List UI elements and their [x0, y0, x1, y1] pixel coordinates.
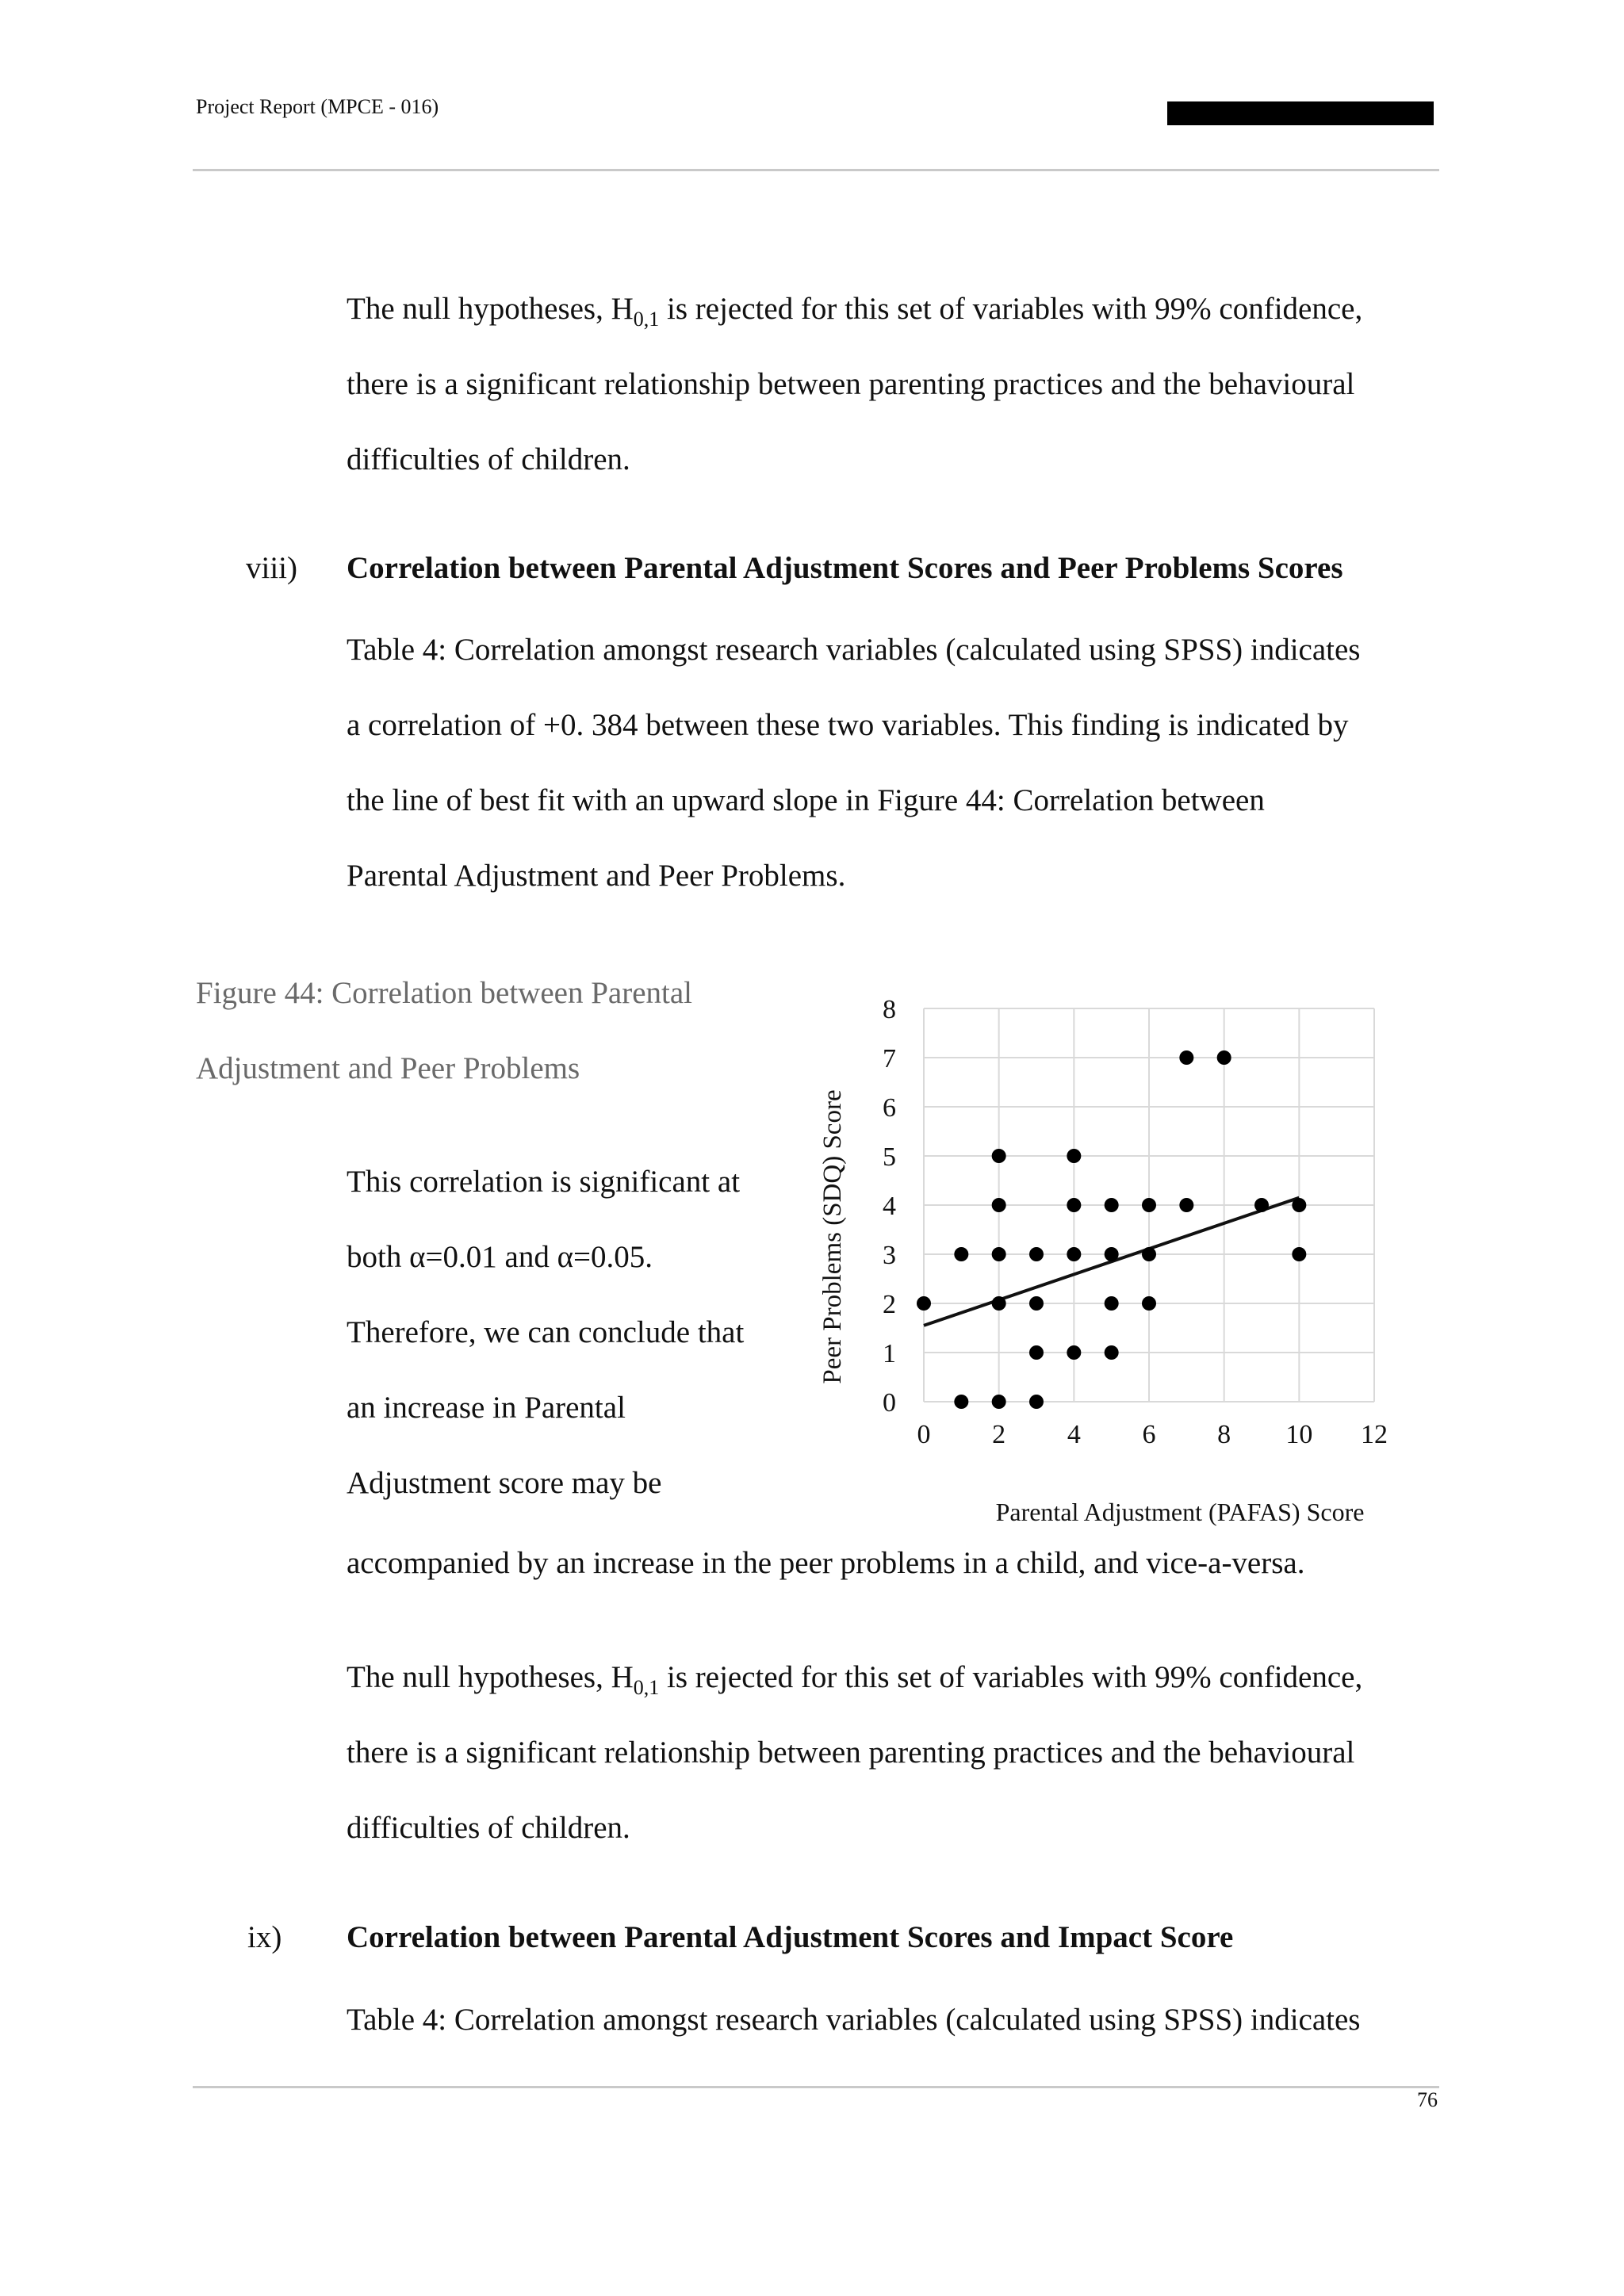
chart-ticks: [883, 995, 1388, 1449]
data-point: [1029, 1247, 1044, 1261]
section-number-viii: viii): [246, 551, 297, 585]
x-tick-label: 4: [1067, 1420, 1081, 1449]
data-point: [1142, 1247, 1156, 1261]
section-number-ix: ix): [247, 1920, 282, 1954]
data-point: [954, 1247, 968, 1261]
data-point: [1292, 1247, 1306, 1261]
data-point: [992, 1395, 1006, 1409]
data-point: [1067, 1149, 1081, 1163]
data-point: [917, 1296, 931, 1311]
paragraph-continuation: accompanied by an increase in the peer problems in a child, and vice-a-versa.: [347, 1546, 1305, 1580]
header-rule: [193, 169, 1439, 171]
chart-points: [917, 1050, 1306, 1409]
data-point: [1217, 1050, 1231, 1065]
y-tick-label: 8: [883, 995, 896, 1024]
data-point: [1067, 1198, 1081, 1212]
data-point: [1105, 1198, 1119, 1212]
data-point: [992, 1198, 1006, 1212]
data-point: [1105, 1345, 1119, 1360]
redaction-bar: [1167, 101, 1434, 125]
data-point: [992, 1296, 1006, 1311]
x-tick-label: 0: [917, 1420, 931, 1449]
data-point: [1142, 1296, 1156, 1311]
x-tick-label: 2: [992, 1420, 1006, 1449]
paragraph-null-hypothesis-2: The null hypotheses, $H_{0,1}$ is rejected for this set of variables with 99% confidence, there is a significant relationship between parenting practices and the behavioural difficulties of children.: [347, 1660, 1363, 1845]
data-point: [1105, 1247, 1119, 1261]
x-tick-label: 10: [1285, 1420, 1313, 1449]
data-point: [1179, 1198, 1193, 1212]
side-paragraph: This correlation is significant at both α=0.01 and α=0.05. Therefore, we can conclude that an increase in Parental Adjustment score may be: [347, 1165, 745, 1500]
y-tick-label: 7: [883, 1044, 896, 1073]
data-point: [1105, 1296, 1119, 1311]
y-tick-label: 0: [883, 1388, 896, 1418]
footer-rule: [193, 2086, 1439, 2088]
header-title: Project Report (MPCE - 016): [196, 95, 439, 118]
y-tick-label: 6: [883, 1093, 896, 1123]
y-tick-label: 2: [883, 1290, 896, 1319]
page-number: 76: [1417, 2088, 1438, 2111]
data-point: [1179, 1050, 1193, 1065]
data-point: [1029, 1345, 1044, 1360]
data-point: [954, 1395, 968, 1409]
data-point: [1142, 1198, 1156, 1212]
data-point: [1029, 1296, 1044, 1311]
data-point: [1067, 1247, 1081, 1261]
data-point: [992, 1247, 1006, 1261]
x-tick-label: 6: [1142, 1420, 1156, 1449]
data-point: [992, 1149, 1006, 1163]
y-tick-label: 5: [883, 1142, 896, 1172]
figure-caption: Figure 44: Correlation between Parental Adjustment and Peer Problems: [196, 976, 692, 1085]
data-point: [1067, 1345, 1081, 1360]
section-heading-viii: Correlation between Parental Adjustment Scores and Peer Problems Scores: [347, 551, 1343, 585]
y-tick-label: 3: [883, 1241, 896, 1270]
data-point: [1254, 1198, 1269, 1212]
x-tick-label: 12: [1361, 1420, 1388, 1449]
y-tick-label: 4: [883, 1192, 896, 1221]
x-axis-label: Parental Adjustment (PAFAS) Score: [995, 1498, 1365, 1526]
y-axis-label: Peer Problems (SDQ) Score: [818, 1089, 847, 1384]
x-tick-label: 8: [1217, 1420, 1231, 1449]
y-tick-label: 1: [883, 1339, 896, 1368]
paragraph-section-ix: Table 4: Correlation amongst research variables (calculated using SPSS) indicates: [347, 2003, 1361, 2037]
data-point: [1029, 1395, 1044, 1409]
scatter-chart: [793, 967, 1427, 1546]
section-heading-ix: Correlation between Parental Adjustment Scores and Impact Score: [347, 1920, 1234, 1954]
paragraph-null-hypothesis-1: The null hypotheses, $H_{0,1}$ is rejected for this set of variables with 99% confidence, there is a significant relationship between parenting practices and the behavioural difficulties of children.: [347, 292, 1363, 476]
data-point: [1292, 1198, 1306, 1212]
paragraph-section-viii: Table 4: Correlation amongst research variables (calculated using SPSS) indicates a correlation of +0. 384 between these two variables. This finding is indicated by the line of best fit with an upward slope in Figure 44: Correlation between Parental Adjustment and Peer Problems.: [347, 633, 1361, 893]
